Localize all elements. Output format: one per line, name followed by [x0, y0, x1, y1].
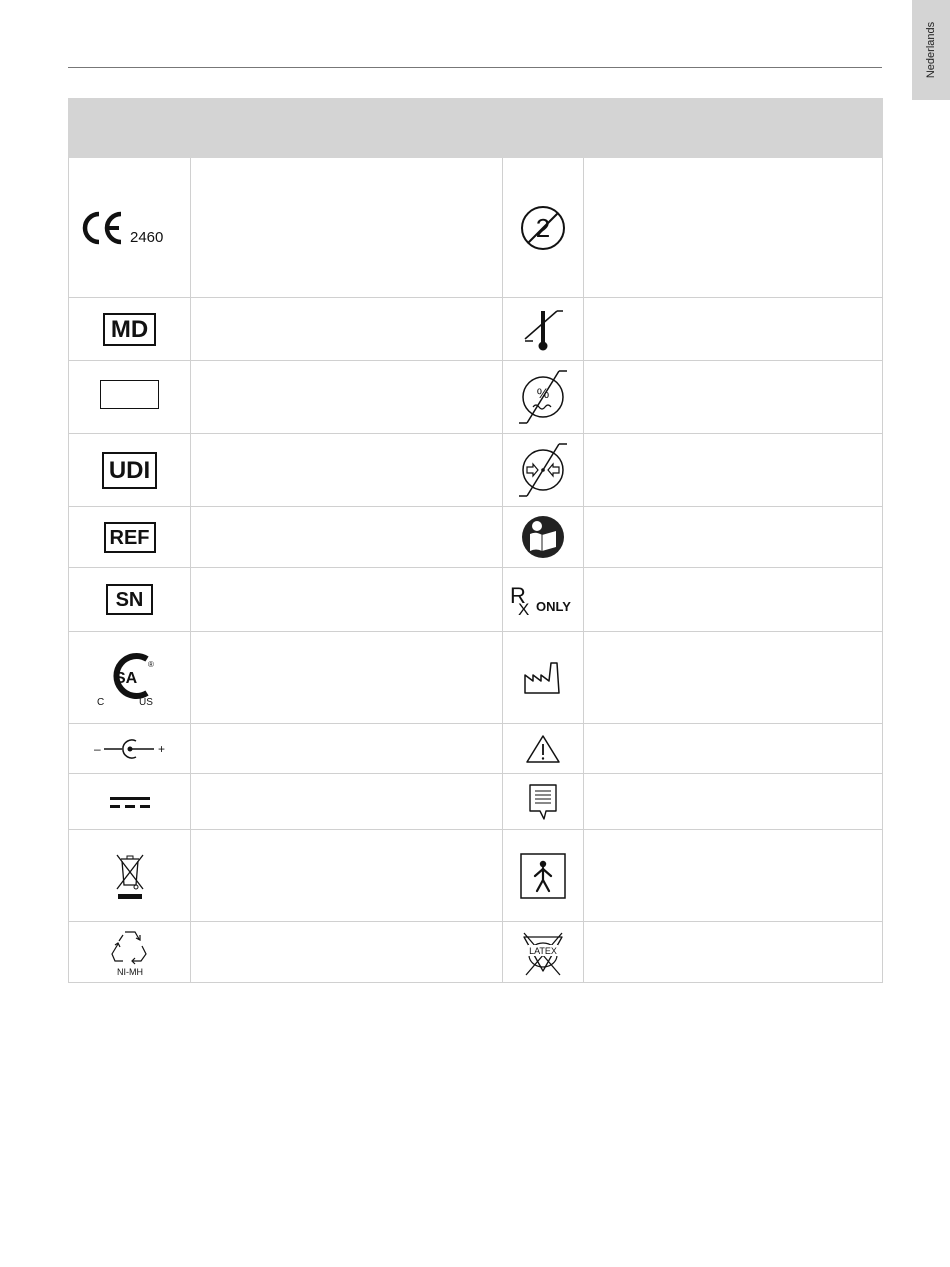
symbol-cell: [69, 568, 191, 632]
consult-instructions-icon: [520, 514, 566, 560]
symbol-cell: [503, 434, 584, 507]
symbol-cell: [69, 507, 191, 568]
csa-c-label: C: [96, 696, 104, 708]
symbol-cell: [69, 361, 191, 434]
symbol-cell: [69, 434, 191, 507]
symbols-table: [68, 98, 883, 983]
table-row: [69, 774, 883, 830]
symbol-cell: [503, 568, 584, 632]
symbol-cell: [503, 830, 584, 922]
description-cell: [584, 361, 883, 434]
description-cell: [191, 922, 503, 983]
latex-free-icon: [520, 927, 566, 977]
language-tab: [912, 0, 950, 100]
table-header-row: [69, 99, 883, 158]
description-cell: [584, 922, 883, 983]
description-cell: [191, 361, 503, 434]
language-tab-label: Nederlands: [925, 21, 938, 79]
ref-icon: REF: [104, 522, 156, 553]
symbol-cell: [69, 724, 191, 774]
csa-registered-mark: ®: [147, 659, 154, 669]
description-cell: [191, 298, 503, 361]
symbol-cell: [503, 298, 584, 361]
description-cell: [191, 434, 503, 507]
symbol-cell: [503, 774, 584, 830]
dc-polarity-icon: [92, 738, 168, 760]
csa-letters: SA: [114, 669, 137, 687]
rx-letter-x: X: [518, 599, 530, 619]
description-cell: [191, 774, 503, 830]
table-row: [69, 158, 883, 298]
description-cell: [584, 158, 883, 298]
symbol-cell: [69, 830, 191, 922]
description-cell: [584, 632, 883, 724]
rx-only-label: ONLY: [536, 598, 571, 614]
description-cell: [584, 507, 883, 568]
weee-bin-icon: [114, 851, 146, 901]
humidity-limit-icon: [513, 367, 573, 427]
table-row: [69, 361, 883, 434]
do-not-reuse-icon: [518, 203, 568, 253]
symbol-cell: [69, 774, 191, 830]
serial-number-icon: SN: [106, 584, 154, 615]
description-cell: [584, 568, 883, 632]
table-row: [69, 568, 883, 632]
table-row: [69, 922, 883, 983]
udi-icon: UDI: [102, 452, 157, 489]
description-cell: [191, 632, 503, 724]
description-cell: [191, 158, 503, 298]
warning-icon: [525, 734, 561, 764]
dc-polarity-plus: +: [157, 741, 165, 756]
symbol-cell: [503, 632, 584, 724]
atmospheric-pressure-limit-icon: [513, 440, 573, 500]
csa-us-label: US: [138, 696, 153, 708]
humidity-percent-sign: %: [536, 385, 550, 401]
nimh-recycle-icon: [105, 926, 155, 978]
description-cell: [584, 830, 883, 922]
table-header-cell: [69, 99, 883, 158]
ce-mark-icon: [80, 210, 180, 246]
type-bf-applied-part-icon: [519, 852, 567, 900]
symbol-cell: [69, 158, 191, 298]
description-cell: [191, 507, 503, 568]
description-cell: [191, 830, 503, 922]
symbol-cell: [69, 922, 191, 983]
medical-device-icon: MD: [103, 313, 156, 346]
symbol-cell: [69, 298, 191, 361]
manufacturer-icon: [523, 661, 563, 695]
empty-box-icon: [100, 380, 159, 409]
nimh-label: NI-MH: [116, 967, 143, 977]
description-cell: [584, 724, 883, 774]
symbol-cell: [503, 507, 584, 568]
rx-only-icon: [508, 583, 578, 617]
description-cell: [191, 568, 503, 632]
description-cell: [584, 434, 883, 507]
csa-mark-icon: [95, 647, 165, 709]
symbol-cell: [503, 922, 584, 983]
table-row: [69, 434, 883, 507]
description-cell: [584, 298, 883, 361]
symbol-cell: [503, 361, 584, 434]
symbol-cell: [503, 724, 584, 774]
temperature-limit-icon: [521, 305, 565, 353]
table-row: [69, 298, 883, 361]
table-row: [69, 507, 883, 568]
do-not-reuse-digit: 2: [535, 212, 551, 243]
latex-label: LATEX: [529, 946, 557, 956]
rx-letter-r: R: [510, 582, 526, 608]
table-row: [69, 724, 883, 774]
table-row: [69, 632, 883, 724]
symbol-cell: [69, 632, 191, 724]
symbol-cell: [503, 158, 584, 298]
direct-current-icon: [108, 794, 152, 810]
ce-notified-body-number: 2460: [129, 228, 163, 246]
table-row: [69, 830, 883, 922]
description-cell: [584, 774, 883, 830]
note-icon: [527, 782, 559, 822]
dc-polarity-minus: –: [93, 741, 101, 756]
description-cell: [191, 724, 503, 774]
header-rule: [68, 67, 882, 68]
